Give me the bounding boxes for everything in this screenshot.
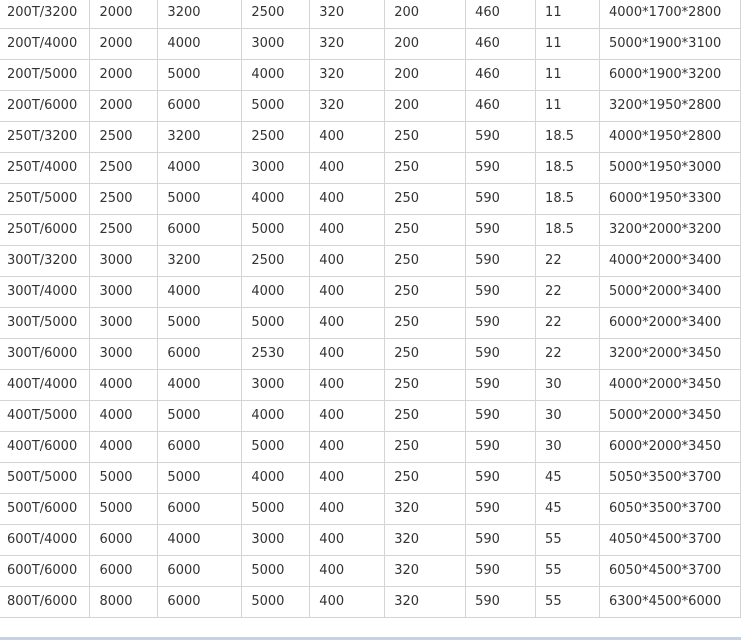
table-cell-c5: 400 xyxy=(310,183,385,214)
table-cell-dimensions: 6000*1950*3300 xyxy=(600,183,741,214)
table-cell-c6: 250 xyxy=(385,462,466,493)
table-cell-model: 200T/3200 xyxy=(0,0,90,28)
table-row xyxy=(0,586,741,617)
table-row xyxy=(0,369,741,400)
table-cell-dimensions: 5000*1900*3100 xyxy=(600,28,741,59)
table-cell-model: 600T/6000 xyxy=(0,555,90,586)
table-cell-c4: 5000 xyxy=(242,431,310,462)
table-cell-dimensions: 5000*2000*3400 xyxy=(600,276,741,307)
table-cell-c3: 3200 xyxy=(158,121,242,152)
table-cell-c8: 55 xyxy=(536,586,600,617)
table-cell-c6: 320 xyxy=(385,555,466,586)
table-cell-c6: 250 xyxy=(385,369,466,400)
table-cell-model: 400T/5000 xyxy=(0,400,90,431)
table-cell-c6: 320 xyxy=(385,524,466,555)
table-cell-c2: 5000 xyxy=(90,493,158,524)
table-cell-model: 200T/6000 xyxy=(0,90,90,121)
table-cell-c7: 460 xyxy=(466,28,536,59)
table-cell-c7: 590 xyxy=(466,121,536,152)
table-cell-c8: 11 xyxy=(536,28,600,59)
table-cell-c7: 590 xyxy=(466,276,536,307)
table-cell-c4: 3000 xyxy=(242,369,310,400)
table-cell-dimensions: 5050*3500*3700 xyxy=(600,462,741,493)
table-cell-c7: 590 xyxy=(466,152,536,183)
table-row xyxy=(0,59,741,90)
table-cell-c3: 5000 xyxy=(158,462,242,493)
table-cell-c2: 3000 xyxy=(90,338,158,369)
table-row xyxy=(0,152,741,183)
table-cell-c2: 2000 xyxy=(90,90,158,121)
table-cell-c7: 590 xyxy=(466,431,536,462)
table-cell-c2: 2500 xyxy=(90,152,158,183)
table-row xyxy=(0,493,741,524)
table-cell-c4: 2500 xyxy=(242,0,310,28)
table-cell-c5: 400 xyxy=(310,524,385,555)
table-cell-c7: 460 xyxy=(466,0,536,28)
table-cell-c2: 2500 xyxy=(90,121,158,152)
table-cell-c4: 4000 xyxy=(242,400,310,431)
table-cell-c2: 2000 xyxy=(90,0,158,28)
table-cell-c2: 3000 xyxy=(90,276,158,307)
table-cell-c6: 250 xyxy=(385,431,466,462)
table-row xyxy=(0,431,741,462)
table-cell-c2: 4000 xyxy=(90,431,158,462)
table-cell-c5: 400 xyxy=(310,431,385,462)
table-row xyxy=(0,214,741,245)
table-cell-c5: 320 xyxy=(310,59,385,90)
table-cell-dimensions: 5000*1950*3000 xyxy=(600,152,741,183)
table-cell-model: 300T/3200 xyxy=(0,245,90,276)
table-cell-c3: 6000 xyxy=(158,431,242,462)
table-cell-c2: 2500 xyxy=(90,214,158,245)
table-cell-c6: 250 xyxy=(385,276,466,307)
table-cell-c4: 3000 xyxy=(242,524,310,555)
table-cell-c5: 400 xyxy=(310,586,385,617)
table-cell-c2: 6000 xyxy=(90,555,158,586)
table-row xyxy=(0,0,741,28)
table-cell-dimensions: 6000*1900*3200 xyxy=(600,59,741,90)
table-cell-c2: 4000 xyxy=(90,369,158,400)
table-cell-c3: 4000 xyxy=(158,369,242,400)
table-cell-model: 500T/6000 xyxy=(0,493,90,524)
table-cell-dimensions: 6050*3500*3700 xyxy=(600,493,741,524)
table-cell-c5: 400 xyxy=(310,245,385,276)
table-row xyxy=(0,90,741,121)
table-row xyxy=(0,276,741,307)
table-cell-dimensions: 4050*4500*3700 xyxy=(600,524,741,555)
table-cell-model: 400T/6000 xyxy=(0,431,90,462)
table-cell-model: 400T/4000 xyxy=(0,369,90,400)
table-cell-c7: 590 xyxy=(466,400,536,431)
table-cell-c4: 4000 xyxy=(242,59,310,90)
table-cell-c6: 200 xyxy=(385,0,466,28)
table-cell-c8: 18.5 xyxy=(536,121,600,152)
table-cell-dimensions: 6050*4500*3700 xyxy=(600,555,741,586)
table-row xyxy=(0,462,741,493)
table-cell-c4: 3000 xyxy=(242,152,310,183)
table-cell-c7: 460 xyxy=(466,59,536,90)
table-cell-c5: 400 xyxy=(310,555,385,586)
table-cell-c4: 2500 xyxy=(242,245,310,276)
table-cell-c3: 4000 xyxy=(158,152,242,183)
table-cell-c7: 590 xyxy=(466,245,536,276)
table-cell-dimensions: 4000*2000*3400 xyxy=(600,245,741,276)
table-cell-c8: 18.5 xyxy=(536,214,600,245)
table-cell-c7: 590 xyxy=(466,462,536,493)
table-cell-c7: 590 xyxy=(466,214,536,245)
table-cell-c8: 22 xyxy=(536,245,600,276)
table-cell-model: 250T/3200 xyxy=(0,121,90,152)
table-cell-dimensions: 6300*4500*6000 xyxy=(600,586,741,617)
table-cell-c8: 22 xyxy=(536,307,600,338)
table-cell-c4: 5000 xyxy=(242,307,310,338)
table-cell-c5: 400 xyxy=(310,369,385,400)
table-cell-c4: 2500 xyxy=(242,121,310,152)
table-cell-model: 250T/5000 xyxy=(0,183,90,214)
table-cell-model: 200T/4000 xyxy=(0,28,90,59)
table-cell-c6: 320 xyxy=(385,493,466,524)
table-cell-c8: 11 xyxy=(536,59,600,90)
table-cell-c5: 320 xyxy=(310,28,385,59)
table-cell-c5: 400 xyxy=(310,400,385,431)
table-cell-c3: 6000 xyxy=(158,586,242,617)
table-cell-c8: 30 xyxy=(536,369,600,400)
table-cell-model: 300T/5000 xyxy=(0,307,90,338)
table-cell-c4: 4000 xyxy=(242,183,310,214)
table-cell-c3: 5000 xyxy=(158,307,242,338)
table-cell-c8: 11 xyxy=(536,0,600,28)
table-cell-model: 600T/4000 xyxy=(0,524,90,555)
table-cell-c5: 400 xyxy=(310,338,385,369)
table-row xyxy=(0,121,741,152)
table-row xyxy=(0,338,741,369)
table-cell-c3: 5000 xyxy=(158,183,242,214)
table-cell-c8: 55 xyxy=(536,524,600,555)
table-cell-c5: 400 xyxy=(310,152,385,183)
table-cell-c3: 3200 xyxy=(158,0,242,28)
table-cell-c4: 5000 xyxy=(242,555,310,586)
table-cell-c3: 3200 xyxy=(158,245,242,276)
table-cell-c4: 5000 xyxy=(242,90,310,121)
table-row xyxy=(0,400,741,431)
table-cell-c5: 400 xyxy=(310,121,385,152)
table-cell-c8: 55 xyxy=(536,555,600,586)
table-cell-model: 500T/5000 xyxy=(0,462,90,493)
table-cell-dimensions: 5000*2000*3450 xyxy=(600,400,741,431)
table-cell-model: 800T/6000 xyxy=(0,586,90,617)
table-cell-c8: 30 xyxy=(536,431,600,462)
table-row xyxy=(0,183,741,214)
table-cell-c7: 590 xyxy=(466,369,536,400)
table-cell-c5: 400 xyxy=(310,276,385,307)
table-cell-dimensions: 3200*2000*3450 xyxy=(600,338,741,369)
table-cell-dimensions: 6000*2000*3450 xyxy=(600,431,741,462)
table-cell-c2: 2000 xyxy=(90,59,158,90)
table-cell-c5: 400 xyxy=(310,462,385,493)
table-cell-c6: 250 xyxy=(385,400,466,431)
table-cell-c7: 590 xyxy=(466,555,536,586)
table-cell-c2: 8000 xyxy=(90,586,158,617)
table-cell-c3: 6000 xyxy=(158,555,242,586)
table-cell-c8: 22 xyxy=(536,338,600,369)
table-cell-c2: 3000 xyxy=(90,245,158,276)
table-cell-c8: 11 xyxy=(536,90,600,121)
table-cell-c2: 3000 xyxy=(90,307,158,338)
table-cell-dimensions: 6000*2000*3400 xyxy=(600,307,741,338)
table-cell-c6: 250 xyxy=(385,338,466,369)
table-cell-c6: 250 xyxy=(385,152,466,183)
table-cell-c4: 5000 xyxy=(242,214,310,245)
table-cell-c2: 5000 xyxy=(90,462,158,493)
table-cell-c4: 5000 xyxy=(242,586,310,617)
table-cell-c8: 18.5 xyxy=(536,152,600,183)
table-cell-c5: 400 xyxy=(310,493,385,524)
table-cell-c7: 590 xyxy=(466,524,536,555)
table-cell-c7: 460 xyxy=(466,90,536,121)
table-row xyxy=(0,28,741,59)
table-cell-c2: 2500 xyxy=(90,183,158,214)
table-cell-c2: 6000 xyxy=(90,524,158,555)
table-cell-c3: 5000 xyxy=(158,59,242,90)
table-cell-c3: 6000 xyxy=(158,90,242,121)
table-cell-c7: 590 xyxy=(466,493,536,524)
table-cell-c4: 4000 xyxy=(242,276,310,307)
table-cell-c6: 250 xyxy=(385,183,466,214)
table-row xyxy=(0,245,741,276)
table-cell-c5: 320 xyxy=(310,0,385,28)
table-row xyxy=(0,307,741,338)
table-cell-model: 250T/6000 xyxy=(0,214,90,245)
table-cell-c3: 6000 xyxy=(158,338,242,369)
table-row xyxy=(0,555,741,586)
table-cell-c8: 45 xyxy=(536,462,600,493)
table-cell-c6: 250 xyxy=(385,214,466,245)
table-cell-c4: 3000 xyxy=(242,28,310,59)
table-cell-c3: 6000 xyxy=(158,214,242,245)
table-cell-c5: 320 xyxy=(310,90,385,121)
table-cell-c3: 4000 xyxy=(158,28,242,59)
table-cell-c6: 320 xyxy=(385,586,466,617)
table-cell-dimensions: 3200*2000*3200 xyxy=(600,214,741,245)
table-cell-model: 250T/4000 xyxy=(0,152,90,183)
table-cell-c3: 5000 xyxy=(158,400,242,431)
table-cell-c5: 400 xyxy=(310,307,385,338)
table-cell-c2: 2000 xyxy=(90,28,158,59)
table-cell-c7: 590 xyxy=(466,307,536,338)
table-cell-dimensions: 4000*1950*2800 xyxy=(600,121,741,152)
table-cell-c2: 4000 xyxy=(90,400,158,431)
table-cell-c6: 200 xyxy=(385,59,466,90)
table-cell-c8: 22 xyxy=(536,276,600,307)
table-cell-c4: 4000 xyxy=(242,462,310,493)
table-cell-model: 300T/6000 xyxy=(0,338,90,369)
table-row xyxy=(0,524,741,555)
table-cell-dimensions: 4000*1700*2800 xyxy=(600,0,741,28)
table-cell-c6: 250 xyxy=(385,307,466,338)
table-cell-c7: 590 xyxy=(466,338,536,369)
table-cell-c6: 200 xyxy=(385,90,466,121)
table-cell-dimensions: 3200*1950*2800 xyxy=(600,90,741,121)
table-cell-c8: 45 xyxy=(536,493,600,524)
table-cell-model: 200T/5000 xyxy=(0,59,90,90)
table-cell-c4: 5000 xyxy=(242,493,310,524)
table-cell-c3: 6000 xyxy=(158,493,242,524)
table-cell-c6: 250 xyxy=(385,245,466,276)
table-cell-dimensions: 4000*2000*3450 xyxy=(600,369,741,400)
table-cell-c8: 30 xyxy=(536,400,600,431)
table-cell-c4: 2530 xyxy=(242,338,310,369)
table-cell-c3: 4000 xyxy=(158,276,242,307)
table-cell-model: 300T/4000 xyxy=(0,276,90,307)
table-cell-c7: 590 xyxy=(466,586,536,617)
table-cell-c8: 18.5 xyxy=(536,183,600,214)
table-cell-c6: 250 xyxy=(385,121,466,152)
table-cell-c7: 590 xyxy=(466,183,536,214)
table-cell-c6: 200 xyxy=(385,28,466,59)
table-cell-c3: 4000 xyxy=(158,524,242,555)
table-cell-c5: 400 xyxy=(310,214,385,245)
